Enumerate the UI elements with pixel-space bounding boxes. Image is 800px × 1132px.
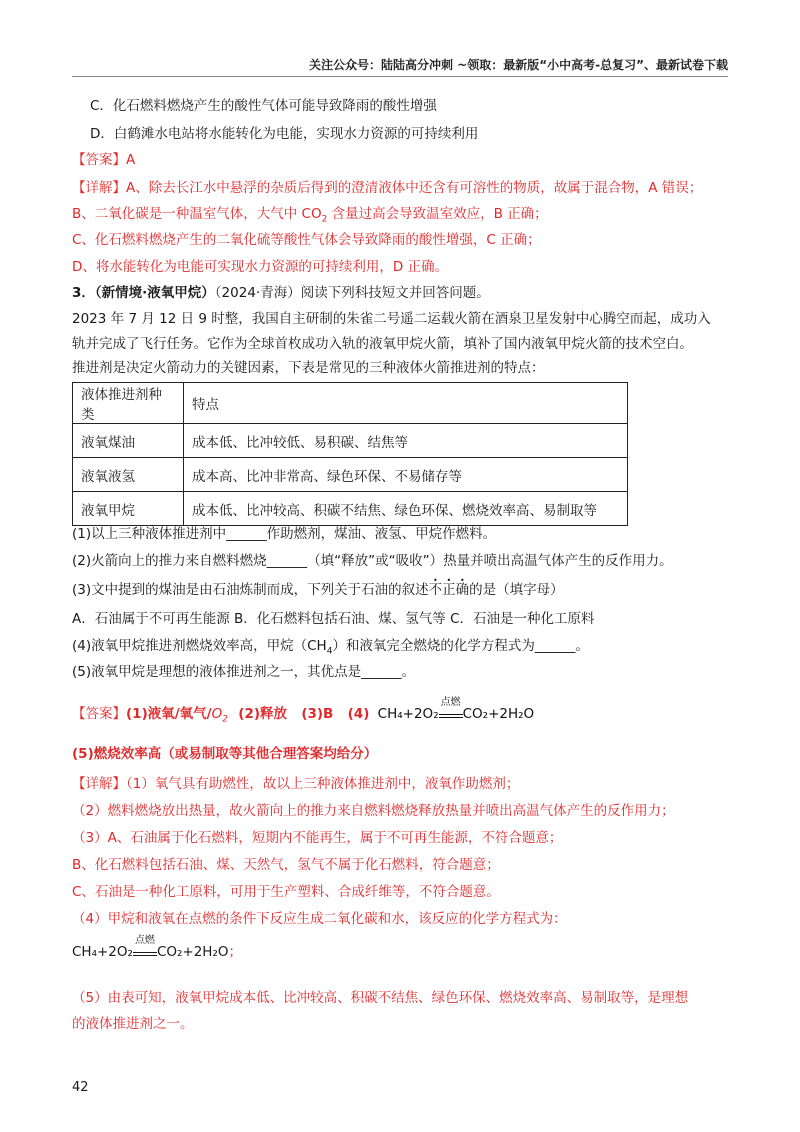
- q2-detail-b: [72, 204, 548, 230]
- q3-detail-5a: （5）由表可知，液氧甲烷成本低、比冲较高、积碳不结焦、绿色环保、燃烧效率高、易制取等，是理想: [72, 990, 689, 1006]
- equation-end: ；: [228, 944, 242, 960]
- equation-right: CO₂+2H₂O: [462, 706, 535, 722]
- q2-option-d: D．白鹤滩水电站将水能转化为电能，实现水力资源的可持续利用: [90, 126, 479, 142]
- q3-sub-3-pre: (3)文中提到的煤油是由石油炼制而成，下列关于石油的叙述: [72, 582, 429, 598]
- q3-detail-2: （2）燃料燃烧放出热量，故火箭向上的推力来自燃料燃烧释放热量并喷出高温气体产生的反作用力；: [72, 803, 675, 819]
- equation-left: CH₄+2O₂: [72, 944, 133, 960]
- q2-option-c: C．化石燃料燃烧产生的酸性气体可能导致降雨的酸性增强: [90, 98, 437, 114]
- q3-detail-1: 【详解】（1）氧气具有助燃性，故以上三种液体推进剂中，液氧作助燃剂；: [72, 776, 520, 792]
- table-row: [73, 492, 628, 526]
- equation-arrow: [439, 697, 463, 718]
- q2-detail-b-sub: 2: [321, 214, 328, 225]
- answer-3: (3)B: [301, 706, 334, 722]
- equation-left: CH₄+2O₂: [377, 706, 439, 722]
- detail-equation: [72, 935, 229, 962]
- answer-equation: [377, 697, 535, 724]
- answer-1: (1)液氧/氧气/: [126, 706, 212, 722]
- q2-detail-c: C、化石燃料燃烧产生的二氧化硫等酸性气体会导致降雨的酸性增强，C 正确；: [72, 232, 541, 248]
- q3-detail-3a: （3）A、石油属于化石燃料，短期内不能再生，属于不可再生能源，不符合题意；: [72, 830, 563, 846]
- table-header-cell: 液体推进剂种类: [73, 383, 184, 424]
- q3-paragraph-1: 2023 年 7 月 12 日 9 时整，我国自主研制的朱雀二号遥二运载火箭在酒泉卫星发射中心腾空而起，成功入: [72, 311, 711, 327]
- answer-1-o2-sub: 2: [222, 714, 228, 725]
- q2-detail-a: 【详解】A、除去长江水中悬浮的杂质后得到的澄清液体中还含有可溶性的物质，故属于混合物，A 错误；: [72, 180, 703, 196]
- q3-detail-4: （4）甲烷和液氧在点燃的条件下反应生成二氧化碳和水，该反应的化学方程式为：: [72, 911, 567, 927]
- table-row: [73, 424, 628, 458]
- table-cell: 成本低、比冲较高、积碳不结焦、绿色环保、燃烧效率高、易制取等: [184, 492, 628, 526]
- header-divider: [72, 76, 728, 77]
- answer-1-o2: [211, 706, 228, 725]
- q2-detail-b-post: 含量过高会导致温室效应，B 正确；: [327, 206, 548, 222]
- equation-right: CO₂+2H₂O: [156, 944, 229, 960]
- equation-condition: 点燃: [134, 935, 155, 946]
- q3-detail-equation: [72, 935, 242, 962]
- q3-answer-5: (5)燃烧效率高（或易制取等其他合理答案均给分）: [72, 746, 378, 762]
- q3-sub-2: (2)火箭向上的推力来自燃料燃烧______（填“释放”或“吸收”）热量并喷出高温气体产生的反作用力。: [72, 553, 673, 569]
- q3-sub-3: [72, 580, 564, 600]
- table-header-row: [73, 383, 628, 424]
- emphasis-char: 确: [455, 582, 470, 598]
- table-cell: 成本低、比冲较低、易积碳、结焦等: [184, 424, 628, 458]
- q3-sub-4-sub: 4: [326, 646, 333, 657]
- q3-paragraph-3: 推进剂是决定火箭动力的关键因素，下表是常见的三种液体火箭推进剂的特点：: [72, 360, 545, 376]
- q3-sub-3-options: A．石油属于不可再生能源 B．化石燃料包括石油、煤、氢气等 C．石油是一种化工原料: [72, 611, 595, 627]
- propellant-table: [72, 382, 628, 526]
- equation-bar: [133, 952, 157, 956]
- q3-answer: [72, 697, 535, 730]
- q2-answer: 【答案】A: [72, 152, 136, 168]
- equation-bar: [439, 714, 463, 718]
- table-header-cell: 特点: [184, 383, 628, 424]
- table-cell: 液氧液氢: [73, 458, 184, 492]
- answer-4: (4): [347, 706, 370, 722]
- q3-sub-4-post: ）和液氧完全燃烧的化学方程式为______。: [332, 638, 589, 654]
- q2-detail-b-pre: B、二氧化碳是一种温室气体，大气中 CO: [72, 206, 322, 222]
- answer-label: 【答案】: [72, 706, 126, 722]
- table-cell: 液氧煤油: [73, 424, 184, 458]
- page-number: 42: [72, 1080, 89, 1095]
- q3-detail-5b: 的液体推进剂之一。: [72, 1016, 194, 1032]
- emphasis-char: 不: [428, 582, 443, 598]
- q3-sub-4-pre: (4)液氧甲烷推进剂燃烧效率高，甲烷（CH: [72, 638, 327, 654]
- q3-detail-3b: B、化石燃料包括石油、煤、天然气，氢气不属于化石燃料，符合题意；: [72, 857, 500, 873]
- q3-source: （2024·青海）阅读下列科技短文并回答问题。: [214, 285, 490, 301]
- q2-detail-d: D、将水能转化为电能可实现水力资源的可持续利用，D 正确。: [72, 259, 449, 275]
- page-header: 关注公众号：陆陆高分冲刺 ~领取：最新版“小中高考-总复习”、最新试卷下载: [309, 58, 728, 72]
- answer-1-o2-text: O: [211, 706, 223, 722]
- q3-sub-3-post: 的是（填字母）: [469, 582, 564, 598]
- q3-number: 3．: [72, 285, 95, 301]
- q3-title: [72, 283, 490, 303]
- q3-paragraph-2: 轨并完成了飞行任务。它作为全球首枚成功入轨的液氧甲烷火箭，填补了国内液氧甲烷火箭的技术空白。: [72, 336, 693, 352]
- equation-condition: 点燃: [440, 697, 461, 708]
- q3-detail-3c: C、石油是一种化工原料，可用于生产塑料、合成纤维等，不符合题意。: [72, 884, 500, 900]
- emphasis-char: 正: [442, 582, 456, 598]
- q3-sub-1: (1)以上三种液体推进剂中______作助燃剂，煤油、液氢、甲烷作燃料。: [72, 526, 497, 542]
- q3-sub-5: (5)液氧甲烷是理想的液体推进剂之一，其优点是______。: [72, 664, 416, 680]
- table-cell: 成本高、比冲非常高、绿色环保、不易储存等: [184, 458, 628, 492]
- q3-sub-4: [72, 636, 589, 662]
- table-row: [73, 458, 628, 492]
- equation-arrow: [133, 935, 157, 956]
- answer-2: (2)释放: [238, 706, 288, 722]
- q3-tag: （新情境·液氧甲烷）: [94, 285, 215, 301]
- table-cell: 液氧甲烷: [73, 492, 184, 526]
